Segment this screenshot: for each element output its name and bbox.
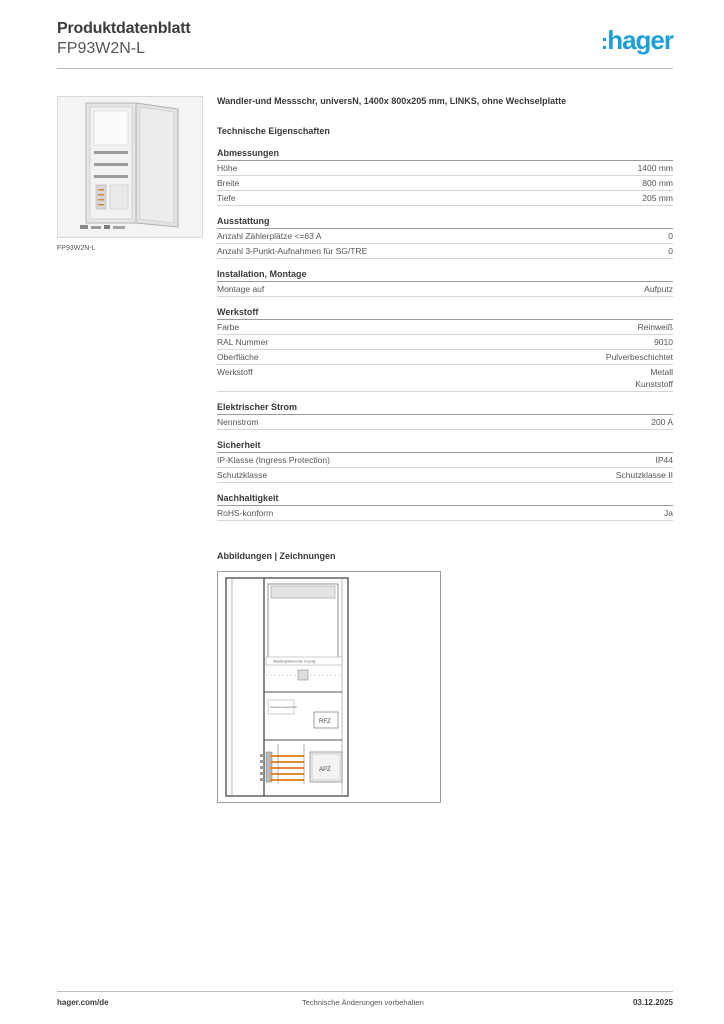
page-header (57, 20, 673, 68)
document-title: Produktdatenblatt (57, 20, 191, 37)
section-title: Ausstattung (217, 216, 673, 229)
property-row (217, 335, 673, 350)
photo-caption: FP93W2N-L (57, 245, 96, 252)
property-value: 800 mm (642, 178, 673, 188)
property-row (217, 506, 673, 521)
footer-divider (57, 991, 673, 992)
property-row (217, 453, 673, 468)
property-value: Aufputz (644, 284, 673, 294)
footer-website: hager.com/de (57, 998, 109, 1007)
figures-heading: Abbildungen | Zeichnungen (217, 551, 336, 561)
property-label: RAL Nummer (217, 337, 269, 347)
footer-date: 03.12.2025 (632, 998, 673, 1007)
drawing-label-steuer: Steuerleitungsabschnitt (270, 706, 297, 709)
property-row (217, 365, 673, 392)
property-row (217, 282, 673, 297)
property-value: Ja (664, 508, 673, 518)
property-value: Schutzklasse II (615, 470, 673, 480)
header-divider (57, 68, 673, 69)
section-title: Sicherheit (217, 440, 673, 453)
property-value-multi (635, 366, 673, 390)
section-dimensions (217, 148, 673, 206)
section-equipment (217, 216, 673, 259)
property-label: IP-Klasse (Ingress Protection) (217, 455, 330, 465)
property-row (217, 191, 673, 206)
product-photo (57, 96, 203, 238)
section-title: Werkstoff (217, 307, 673, 320)
section-sustainability (217, 493, 673, 521)
hager-logo: :hager (600, 25, 673, 55)
property-label: Oberfläche (217, 352, 259, 362)
property-value: 200 A (651, 417, 673, 427)
logo-text: hager (607, 25, 673, 55)
property-label: RoHS-konform (217, 508, 274, 518)
property-value: Kunststoff (635, 379, 673, 389)
property-row (217, 244, 673, 259)
product-description: Wandler-und Messschr, universN, 1400x 800x205 mm, LINKS, ohne Wechselplatte (217, 96, 567, 106)
property-label: Montage auf (217, 284, 265, 294)
property-label: Anzahl 3-Punkt-Aufnahmen für SG/TRE (217, 246, 368, 256)
property-row (217, 350, 673, 365)
property-row (217, 415, 673, 430)
property-value: Pulverbeschichtet (605, 352, 673, 362)
section-safety (217, 440, 673, 483)
property-value: 1400 mm (637, 163, 673, 173)
section-electrical (217, 402, 673, 430)
section-material (217, 307, 673, 392)
property-label: Tiefe (217, 193, 236, 203)
property-label: Breite (217, 178, 240, 188)
property-value: 9010 (654, 337, 673, 347)
property-label: Werkstoff (217, 367, 253, 377)
section-title: Nachhaltigkeit (217, 493, 673, 506)
property-value: Reinweiß (637, 322, 673, 332)
property-label: Farbe (217, 322, 240, 332)
property-row (217, 176, 673, 191)
property-row (217, 320, 673, 335)
technical-drawing (217, 571, 441, 803)
drawing-label-apz: APZ (319, 767, 331, 773)
property-value: Metall (650, 367, 673, 377)
drawing-label-rfz: RFZ (319, 719, 331, 725)
property-row (217, 161, 673, 176)
property-value: 205 mm (642, 193, 673, 203)
section-installation (217, 269, 673, 297)
property-label: Höhe (217, 163, 238, 173)
section-title: Abmessungen (217, 148, 673, 161)
technical-properties-heading: Technische Eigenschaften (217, 126, 330, 136)
section-title: Elektrischer Strom (217, 402, 673, 415)
product-details (217, 96, 673, 531)
property-row (217, 229, 673, 244)
property-row (217, 468, 673, 483)
property-value: IP44 (655, 455, 673, 465)
property-label: Schutzklasse (217, 470, 268, 480)
property-label: Anzahl Zählerplätze <=63 A (217, 231, 322, 241)
footer-disclaimer: Technische Änderungen vorbehalten (302, 998, 424, 1007)
section-title: Installation, Montage (217, 269, 673, 282)
property-value: 0 (668, 231, 673, 241)
product-code: FP93W2N-L (57, 40, 146, 57)
drawing-label-wandler: Wandlerplattenmodul 10-polig (273, 659, 316, 664)
property-value: 0 (668, 246, 673, 256)
property-label: Nennstrom (217, 417, 259, 427)
